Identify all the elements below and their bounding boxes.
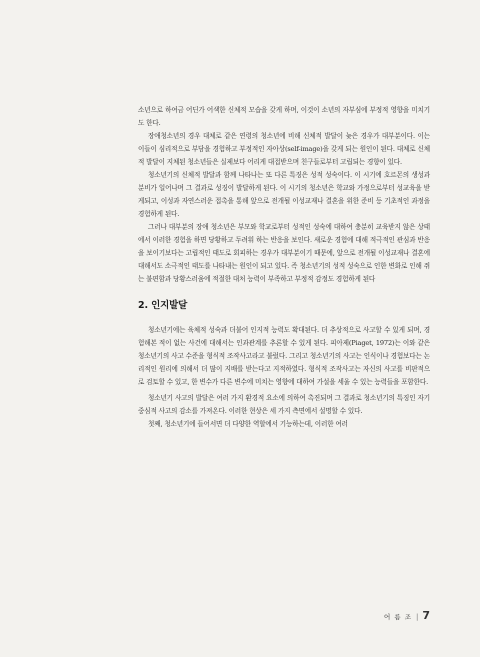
paragraph-3: 청소년기의 신체적 발달과 함께 나타나는 또 다른 특징은 성적 성숙이다. 이 시기에 호르몬의 생성과 분비가 일어나며 그 결과로 성징이 발달하게 된다. 이 시기의 청소년은 학교와 가정으로부터 성교육을 받게되고, 이성과 자연스러운 접촉을 통해 앞으로 전개될 이성교재나 결혼을 위한 준비 등 기초적인 과정을 경험하게 된다. — [138, 171, 430, 218]
footer-label: 어 름 조 — [384, 613, 412, 621]
paragraph-5: 청소년기에는 육체적 성숙과 더불어 인지적 능력도 확대된다. 더 추상적으로 사고할 수 있게 되며, 경험해본 적이 없는 사건에 대해서는 인과관계를 추론할 수 있게 된다. 피아제(Piaget, 1972)는 이와 같은 청소년기의 사고 수준을 형식적 조작사고라고 불렀다. 그리고 청소년기의 사고는 인식이나 경험보다는 논리적인 원리에 의해서 더 많이 지배를 받는다고 지적하였다. 형식적 조작사고는 자신의 사고를 비판적으로 검토할 수 있고, 한 변수가 다른 변수에 미치는 영향에 대하여 가설을 세울 수 있는 능력들을 포함한다. — [138, 326, 430, 386]
page-number: 7 — [422, 609, 430, 622]
body-text — [138, 104, 430, 431]
footer-separator: | — [415, 613, 419, 621]
paragraph-2: 장애청소년의 경우 대체로 같은 연령의 청소년에 비해 신체적 발달이 늦은 경우가 대부분이다. 이는 이들이 심리적으로 부담을 경험하고 부정적인 자아상(self-image)을 갖게 되는 원인이 된다. 대체로 신체적 발달이 지체된 청소년들은 실제보다 어리게 대접받으며 친구들로부터 고립되는 경향이 있다. — [138, 132, 430, 166]
paragraph-4: 그러나 대부분의 장애 청소년은 부모와 학교로부터 성적인 성숙에 대하여 충분히 교육받지 않은 상태에서 이러한 경험을 하면 당황하고 두려워 하는 반응을 보인다. 새로운 경험에 대해 적극적인 관심과 반응을 보이기보다는 고립적인 태도로 회피하는 경우가 대부분이기 때문에, 앞으로 전개될 이성교재나 결혼에 대해서도 소극적인 태도를 나타내는 원인이 되고 있다. 즉 청소년기의 성적 성숙으로 인한 변화로 인해 쥐는 불편함과 당황스러움에 적절한 대처 능력이 부족하고 부정적 감정도 경험하게 된다 — [138, 223, 430, 283]
paragraph-1: 소년으로 하여금 어딘가 어색한 신체적 모습을 갖게 하며, 이것이 소년의 자부심에 부정적 영향을 미치기도 한다. — [138, 106, 430, 127]
page-footer — [384, 609, 430, 622]
paragraph-7: 첫째, 청소년기에 들어서면 더 다양한 역할에서 기능하는데, 이러한 여러 — [148, 420, 348, 428]
paragraph-6: 청소년기 사고의 발달은 여러 가지 환경적 요소에 의하여 촉진되며 그 결과로 청소년기의 특징인 자기중심적 사고의 감소를 가져온다. 이러한 현상은 세 가지 측면에서 설명할 수 있다. — [138, 394, 430, 415]
section-heading: 2. 인지발달 — [138, 300, 188, 311]
